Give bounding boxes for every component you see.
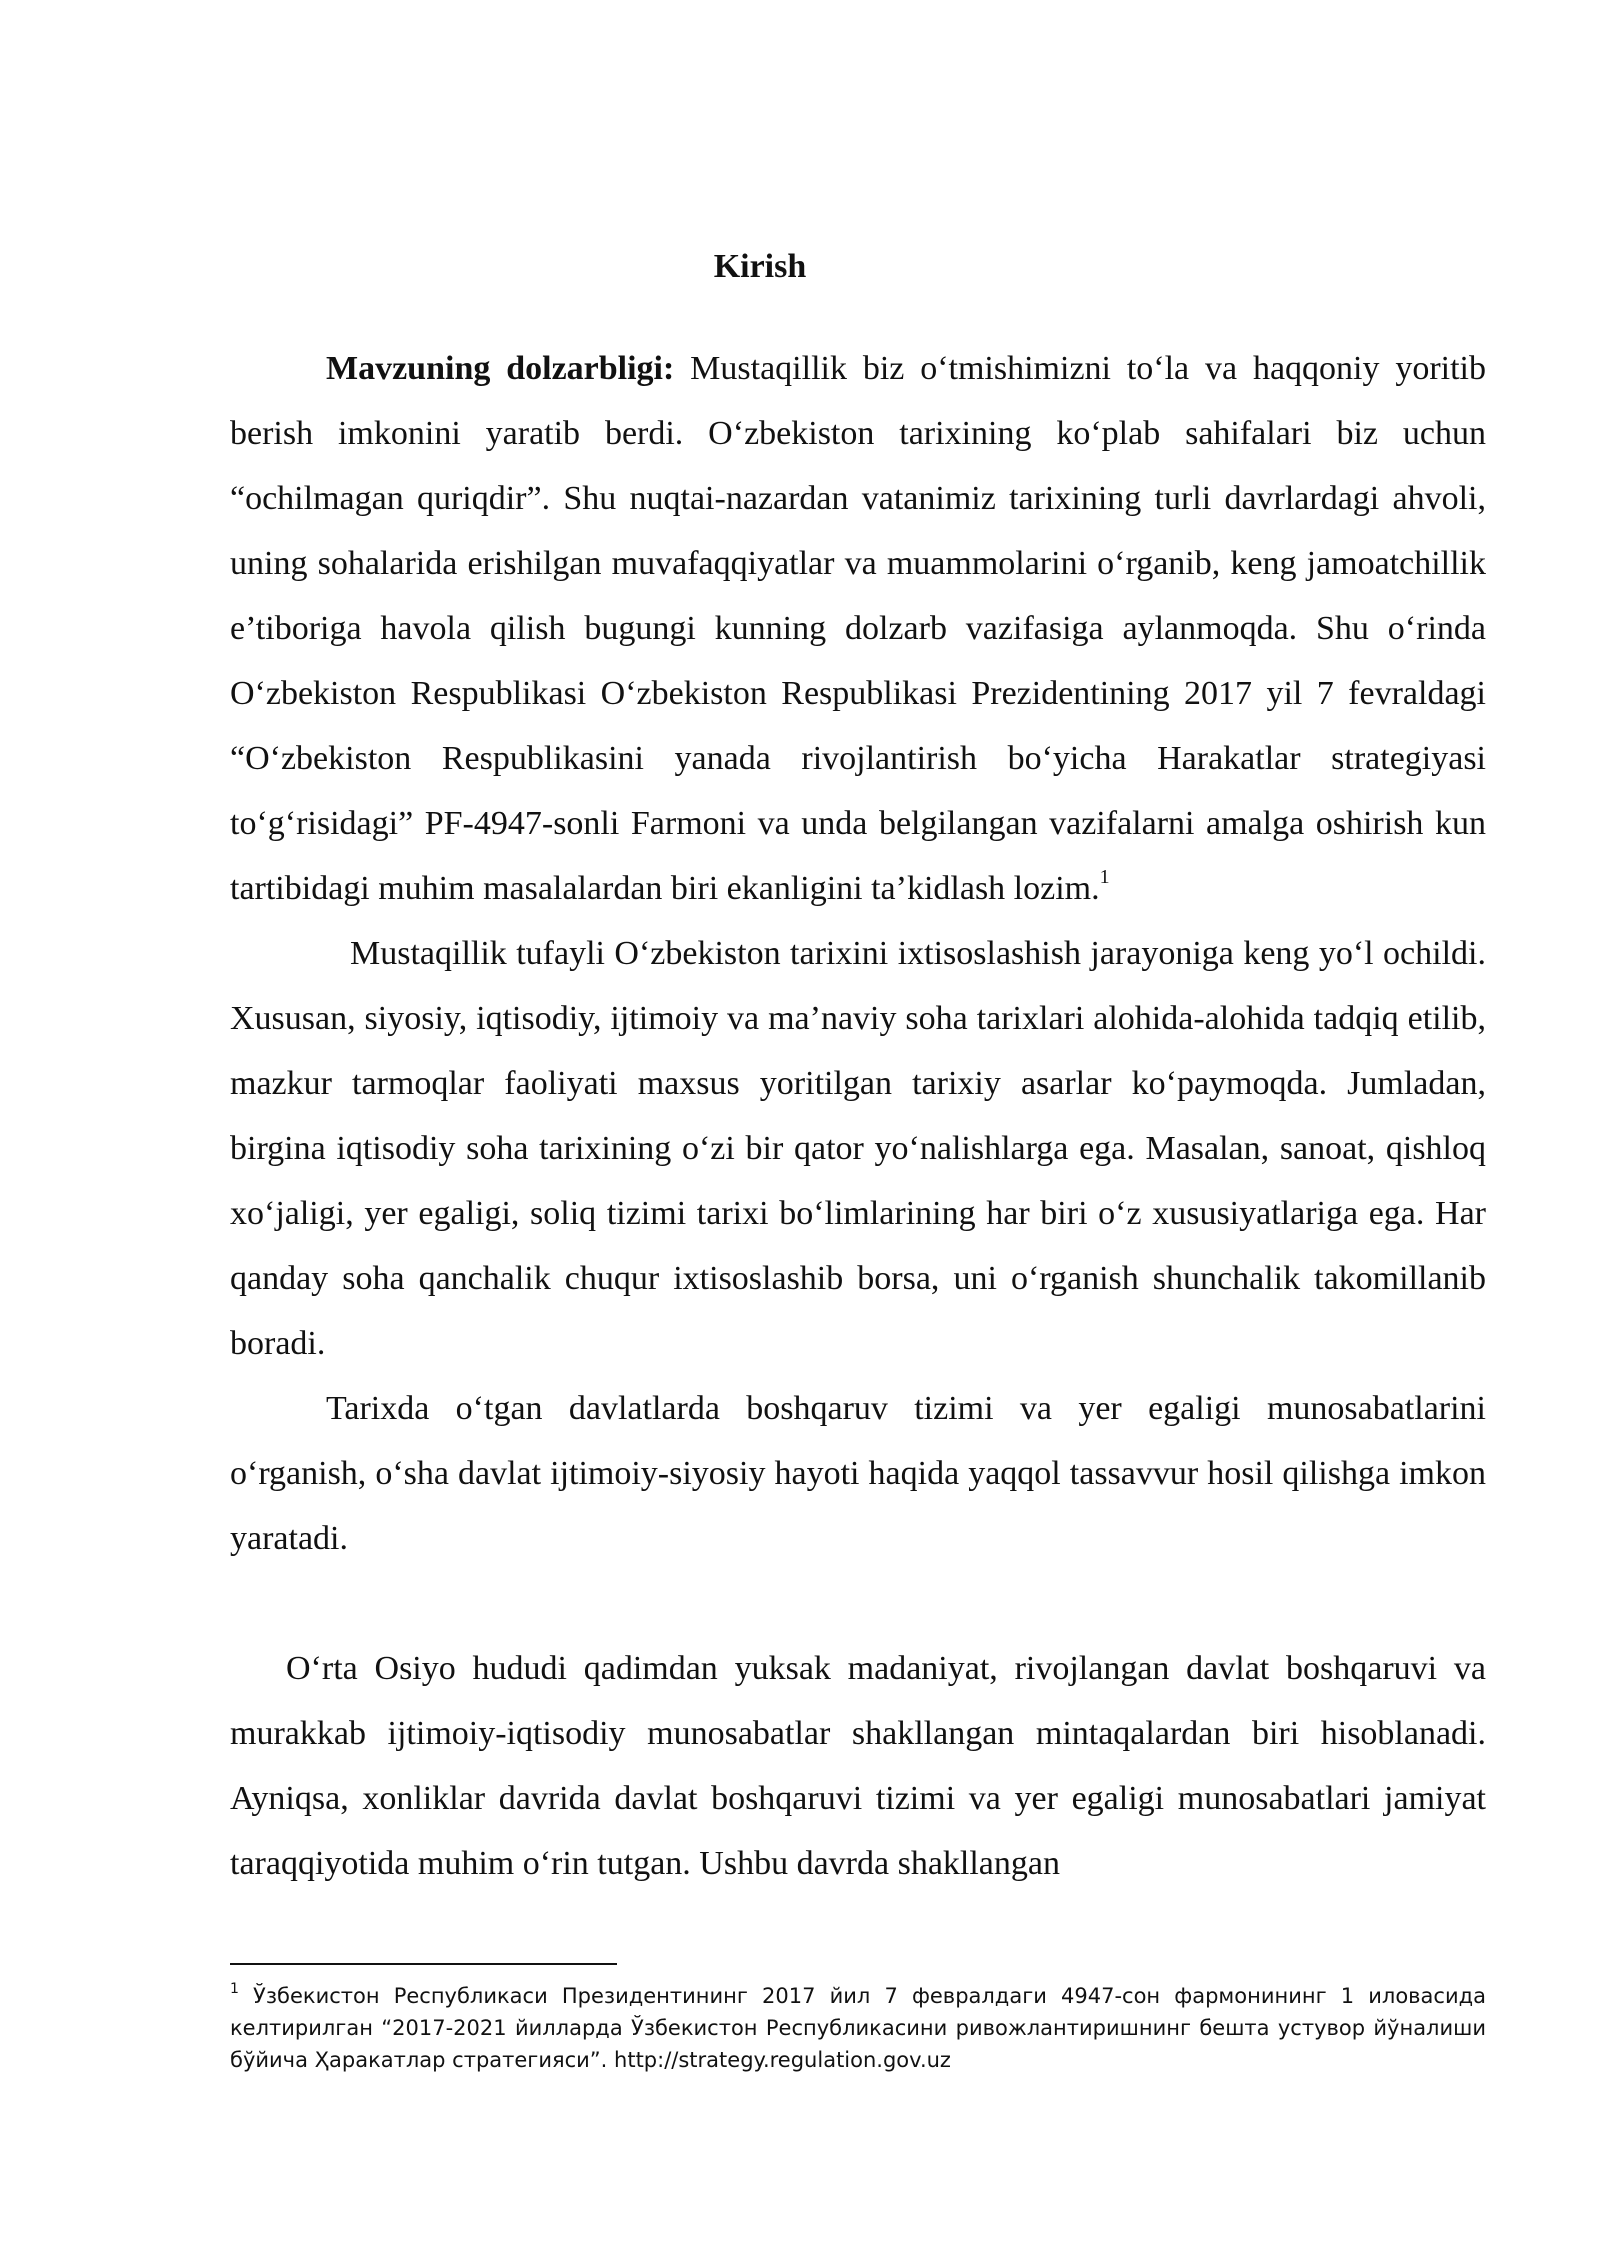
paragraph-specialization: Mustaqillik tufayli O‘zbekiston tarixini ixtisoslashish jarayoniga keng yo‘l ochildi. Xususan, siyosiy, iqtisodiy, ijtimoiy va ma’naviy soha tarixlari alohida-alohida tadqiq etilib, mazkur tarmoqlar faoliyati maxsus yoritilgan tarixiy asarlar ko‘paymoqda. Jumladan, birgina iqtisodiy soha tarixining o‘zi bir qator yo‘nalishlarga ega. Masalan, sanoat, qishloq xo‘jaligi, yer egaligi, soliq tizimi tarixi bo‘limlarining har biri o‘z xususiyatlariga ega. Har qanday soha qanchalik chuqur ixtisoslashib borsa, uni o‘rganish shunchalik takomillanib boradi.: [230, 935, 1486, 1362]
document-body: [230, 336, 1486, 1896]
footnote-number: 1: [230, 1981, 239, 1997]
paragraph-governance: Tarixda o‘tgan davlatlarda boshqaruv tizimi va yer egaligi munosabatlarini o‘rganish, o‘sha davlat ijtimoiy-siyosiy hayoti haqida yaqqol tassavvur hosil qilishga imkon yaratadi.: [230, 1390, 1486, 1557]
paragraph-relevance: [230, 336, 1486, 921]
footnote: [230, 1980, 1486, 2076]
page-title: Kirish: [713, 248, 807, 285]
footnote-separator: [230, 1963, 617, 1965]
paragraph-text: Mustaqillik biz o‘tmishimizni to‘la va haqqoniy yoritib berish imkonini yaratib berdi. O‘zbekiston tarixining ko‘plab sahifalari biz uchun “ochilmagan quriqdir”. Shu nuqtai-nazardan vatanimiz tarixining turli davrlardagi ahvoli, uning sohalarida erishilgan muvafaqqiyatlar va muammolarini o‘rganib, keng jamoatchillik e’tiboriga havola qilish bugungi kunning dolzarb vazifasiga aylanmoqda. Shu o‘rinda O‘zbekiston Respublikasi O‘zbekiston Respublikasi Prezidentining 2017 yil 7 fevraldagi “O‘zbekiston Respublikasini yanada rivojlantirish bo‘yicha Harakatlar strategiyasi to‘g‘risidagi” PF-4947-sonli Farmoni va unda belgilangan vazifalarni amalga oshirish kun tartibidagi muhim masalalardan biri ekanligini ta’kidlash lozim.: [230, 350, 1487, 907]
footnote-reference[interactable]: 1: [1099, 865, 1110, 888]
paragraph-lead: Mavzuning dolzarbligi:: [326, 350, 675, 387]
footnote-text: Ўзбекистон Республикаси Президентининг 2017 йил 7 февралдаги 4947-сон фармонининг 1 иловасида келтирилган “2017-2021 йилларда Ўзбекистон Республикасини ривожлантиришнинг бешта устувор йўналиши бўйича Ҳаракатлар стратегияси”. http://strategy.regulation.gov.uz: [230, 1984, 1486, 2072]
paragraph-central-asia: O‘rta Osiyo hududi qadimdan yuksak madaniyat, rivojlangan davlat boshqaruvi va murakkab ijtimoiy-iqtisodiy munosabatlar shakllangan mintaqalardan biri hisoblanadi. Ayniqsa, xonliklar davrida davlat boshqaruvi tizimi va yer egaligi munosabatlari jamiyat taraqqiyotida muhim o‘rin tutgan. Ushbu davrda shakllangan: [230, 1650, 1486, 1882]
